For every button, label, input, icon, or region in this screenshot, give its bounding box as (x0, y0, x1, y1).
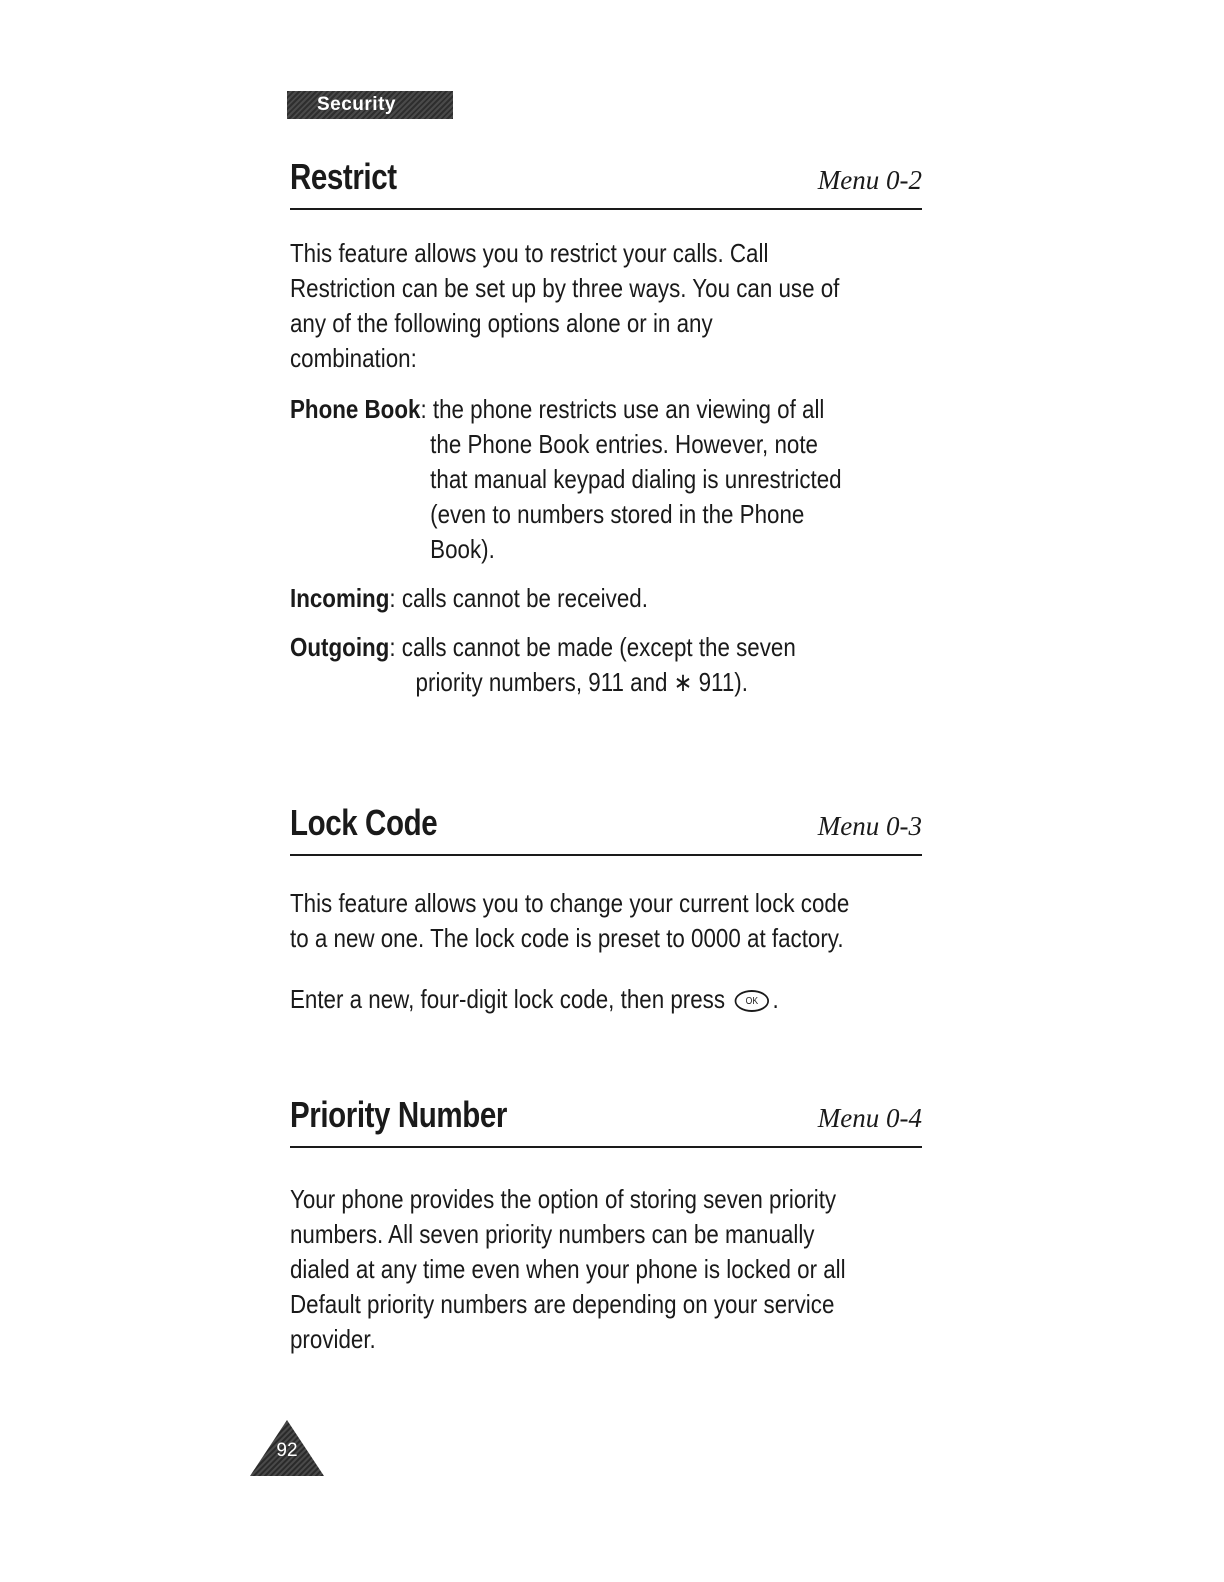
option-term: Phone Book (290, 394, 421, 424)
page-number-badge (248, 1418, 326, 1478)
option-term: Outgoing (290, 632, 390, 662)
lock-code-menu-number: Menu 0-3 (817, 811, 922, 841)
priority-number-description: Your phone provides the option of storing seven priority numbers. All seven priority numbers can be manually dialed at any time even when your phone is locked or all Default priority numbers are depending on your service provider. (290, 1184, 846, 1354)
option-phone-book: Phone Book: the phone restricts use an viewing of all the Phone Book entries. However, note that manual keypad dialing is unrestricted (even to numbers stored in the Phone Book). (290, 394, 842, 564)
priority-number-header (290, 1094, 922, 1148)
page-number: 92 (276, 1440, 298, 1461)
lock-code-title: Lock Code (290, 802, 438, 843)
lock-code-instruction: Enter a new, four-digit lock code, then press OK . (290, 984, 779, 1014)
option-incoming: Incoming: calls cannot be received. (290, 583, 648, 613)
restrict-section (290, 156, 922, 700)
priority-number-title: Priority Number (290, 1094, 507, 1135)
restrict-title: Restrict (290, 156, 397, 197)
restrict-intro: This feature allows you to restrict your calls. Call Restriction can be set up by three ways. You can use of any of the following options alone or in any combination: (290, 238, 840, 373)
option-term: Incoming (290, 583, 390, 613)
restrict-header (290, 156, 922, 210)
section-tab-label: Security (317, 94, 396, 115)
priority-number-menu-number: Menu 0-4 (817, 1103, 922, 1133)
option-outgoing: Outgoing: calls cannot be made (except the seven priority numbers, 911 and ∗ 911). (290, 632, 796, 697)
lock-code-section (290, 802, 922, 1017)
lock-code-description: This feature allows you to change your current lock code to a new one. The lock code is preset to 0000 at factory. (290, 888, 850, 953)
section-tab (287, 91, 453, 119)
priority-number-section (290, 1094, 922, 1357)
lock-code-header (290, 802, 922, 856)
restrict-menu-number: Menu 0-2 (817, 165, 922, 195)
ok-key-icon: OK (735, 990, 769, 1012)
